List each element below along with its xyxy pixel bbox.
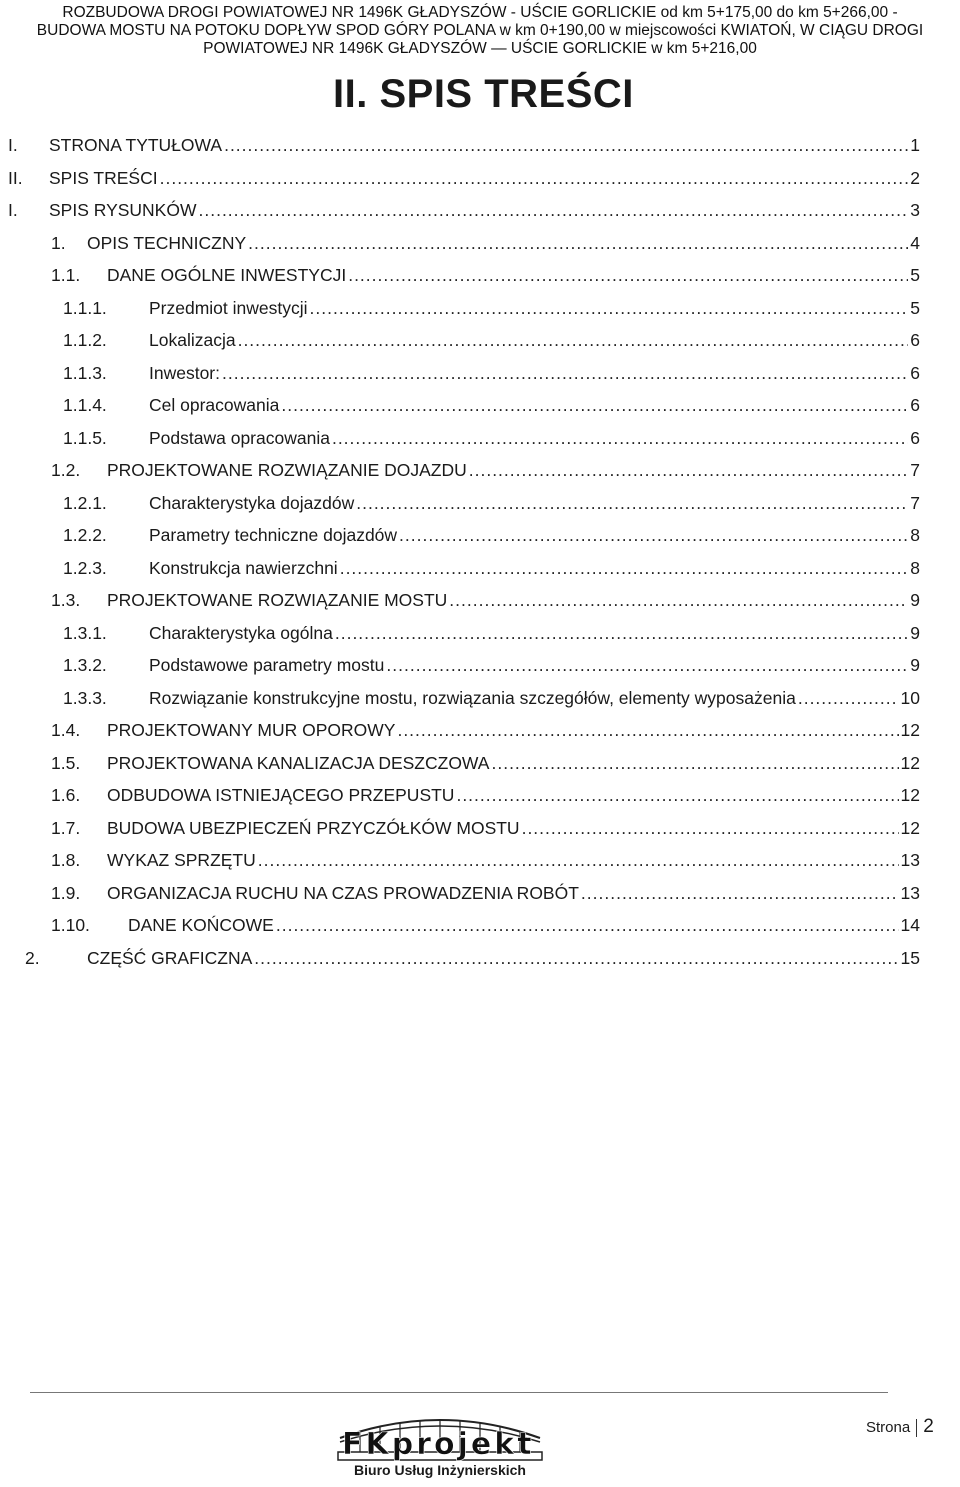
toc-page-number: 1 bbox=[910, 135, 920, 155]
toc-entry-text: SPIS TREŚCI bbox=[49, 167, 158, 188]
toc-number: 1.10. bbox=[51, 915, 90, 935]
toc-row[interactable] bbox=[0, 682, 960, 715]
toc-dot-leader bbox=[449, 584, 908, 616]
toc-number: II. bbox=[8, 167, 23, 188]
toc-entry bbox=[107, 584, 920, 616]
toc-entry-text: OPIS TECHNICZNY bbox=[87, 232, 247, 253]
toc-number: 1.1.3. bbox=[63, 362, 107, 383]
toc-entry bbox=[107, 844, 920, 876]
toc-dot-leader bbox=[581, 877, 899, 909]
toc-entry-text: DANE OGÓLNE INWESTYCJI bbox=[107, 265, 347, 285]
toc-number: 1.1.4. bbox=[63, 395, 107, 415]
footer-divider bbox=[30, 1392, 888, 1393]
toc-dot-leader bbox=[199, 194, 909, 226]
toc-number: 1. bbox=[51, 232, 66, 253]
toc-row[interactable] bbox=[0, 844, 960, 877]
toc-entry bbox=[107, 454, 920, 486]
toc-row[interactable] bbox=[0, 812, 960, 845]
toc-number: 1.2.3. bbox=[63, 557, 107, 578]
toc-row[interactable] bbox=[0, 194, 960, 227]
toc-row[interactable] bbox=[0, 389, 960, 422]
toc-dot-leader bbox=[456, 779, 898, 811]
toc-page-number: 9 bbox=[910, 622, 920, 643]
toc-entry bbox=[149, 617, 920, 649]
logo-text: FKprojekt bbox=[342, 1427, 535, 1462]
toc-dot-leader bbox=[356, 487, 908, 519]
toc-entry bbox=[87, 942, 920, 974]
page-title: II. SPIS TREŚCI bbox=[333, 72, 634, 116]
toc-row[interactable] bbox=[0, 324, 960, 357]
toc-entry bbox=[107, 812, 920, 844]
toc-page-number: 8 bbox=[910, 557, 920, 578]
toc-number: 1.2.2. bbox=[63, 525, 107, 545]
toc-dot-leader bbox=[238, 324, 909, 356]
toc-number: I. bbox=[8, 200, 18, 220]
toc-dot-leader bbox=[798, 682, 899, 714]
toc-entry bbox=[107, 779, 920, 811]
toc-entry-text: DANE KOŃCOWE bbox=[128, 915, 274, 935]
toc-number: 1.5. bbox=[51, 752, 81, 773]
toc-row[interactable] bbox=[0, 162, 960, 195]
toc-row[interactable] bbox=[0, 877, 960, 910]
toc-entry-text: PROJEKTOWANY MUR OPOROWY bbox=[107, 720, 396, 740]
toc-entry bbox=[87, 227, 920, 259]
toc-entry-text: WYKAZ SPRZĘTU bbox=[107, 850, 256, 870]
toc-number: I. bbox=[8, 135, 18, 155]
toc-entry-text: ODBUDOWA ISTNIEJĄCEGO PRZEPUSTU bbox=[107, 785, 455, 805]
toc-number: 1.1.1. bbox=[63, 297, 107, 318]
toc-entry bbox=[149, 519, 920, 551]
toc-entry-text: Konstrukcja nawierzchni bbox=[149, 557, 338, 578]
toc-number: 1.8. bbox=[51, 850, 81, 870]
toc-entry bbox=[107, 877, 920, 909]
toc-row[interactable] bbox=[0, 259, 960, 292]
toc-page-number: 6 bbox=[910, 330, 920, 350]
toc-page-number: 15 bbox=[900, 947, 920, 968]
page-label: Strona bbox=[866, 1419, 911, 1436]
toc-number: 1.7. bbox=[51, 817, 81, 838]
toc-entry bbox=[149, 487, 920, 519]
toc-entry-text: Parametry techniczne dojazdów bbox=[149, 525, 398, 545]
toc-number: 1.1.5. bbox=[63, 427, 107, 448]
toc-page-number: 6 bbox=[910, 395, 920, 415]
toc-dot-leader bbox=[248, 227, 908, 259]
header-line-3: POWIATOWEJ NR 1496K GŁADYSZÓW — UŚCIE GORLICKIE w km 5+216,00 bbox=[203, 40, 757, 57]
toc-entry-text: PROJEKTOWANE ROZWIĄZANIE MOSTU bbox=[107, 590, 448, 610]
toc-page-number: 7 bbox=[910, 492, 920, 513]
toc-dot-leader bbox=[254, 942, 898, 974]
toc-row[interactable] bbox=[0, 617, 960, 650]
toc-page-number: 13 bbox=[900, 850, 920, 870]
toc-page-number: 7 bbox=[910, 460, 920, 480]
toc-entry bbox=[149, 552, 920, 584]
toc-entry-text: Rozwiązanie konstrukcyjne mostu, rozwiązania szczegółów, elementy wyposażenia bbox=[149, 687, 796, 708]
toc-number: 2. bbox=[25, 947, 40, 968]
toc-page-number: 2 bbox=[910, 167, 920, 188]
toc-entry bbox=[49, 129, 920, 161]
toc-row[interactable] bbox=[0, 487, 960, 520]
toc-page-number: 13 bbox=[900, 882, 920, 903]
toc-dot-leader bbox=[469, 454, 909, 486]
toc-dot-leader bbox=[276, 909, 899, 941]
toc-dot-leader bbox=[348, 259, 908, 291]
toc-entry bbox=[149, 389, 920, 421]
toc-page-number: 4 bbox=[910, 232, 920, 253]
toc-entry bbox=[128, 909, 920, 941]
toc-entry-text: Podstawa opracowania bbox=[149, 427, 330, 448]
toc-row[interactable] bbox=[0, 909, 960, 942]
toc-page-number: 6 bbox=[910, 362, 920, 383]
toc-entry-text: Charakterystyka ogólna bbox=[149, 622, 333, 643]
toc-dot-leader bbox=[491, 747, 898, 779]
toc-row[interactable] bbox=[0, 129, 960, 162]
toc-entry bbox=[49, 194, 920, 226]
toc-number: 1.3.2. bbox=[63, 655, 107, 675]
toc-page-number: 12 bbox=[900, 817, 920, 838]
toc-dot-leader bbox=[386, 649, 908, 681]
toc-page-number: 5 bbox=[910, 265, 920, 285]
toc-number: 1.4. bbox=[51, 720, 81, 740]
toc-dot-leader bbox=[281, 389, 908, 421]
toc-entry bbox=[149, 357, 920, 389]
toc-entry bbox=[107, 259, 920, 291]
toc-dot-leader bbox=[160, 162, 909, 194]
document-header bbox=[0, 4, 960, 58]
toc-number: 1.1. bbox=[51, 265, 81, 285]
toc-page-number: 12 bbox=[900, 720, 920, 740]
toc-row[interactable] bbox=[0, 649, 960, 682]
toc-dot-leader bbox=[335, 617, 908, 649]
toc-entry bbox=[107, 747, 920, 779]
toc-row[interactable] bbox=[0, 422, 960, 455]
toc-dot-leader bbox=[310, 292, 909, 324]
toc-entry-text: STRONA TYTUŁOWA bbox=[49, 135, 223, 155]
toc-number: 1.2.1. bbox=[63, 492, 107, 513]
toc-entry-text: PROJEKTOWANE ROZWIĄZANIE DOJAZDU bbox=[107, 460, 467, 480]
toc-number: 1.1.2. bbox=[63, 330, 107, 350]
toc-dot-leader bbox=[399, 519, 908, 551]
toc-entry bbox=[149, 292, 920, 324]
toc-dot-leader bbox=[224, 129, 908, 161]
toc-number: 1.3.1. bbox=[63, 622, 107, 643]
toc-number: 1.2. bbox=[51, 460, 81, 480]
header-line-1: ROZBUDOWA DROGI POWIATOWEJ NR 1496K GŁADYSZÓW - UŚCIE GORLICKIE od km 5+175,00 do km 5+266,00 - bbox=[62, 4, 898, 21]
toc-entry-text: Podstawowe parametry mostu bbox=[149, 655, 385, 675]
page-number: 2 bbox=[923, 1416, 934, 1437]
toc-dot-leader bbox=[258, 844, 899, 876]
toc-row[interactable] bbox=[0, 584, 960, 617]
toc-entry-text: ORGANIZACJA RUCHU NA CZAS PROWADZENIA ROBÓT bbox=[107, 882, 579, 903]
toc-page-number: 8 bbox=[910, 525, 920, 545]
toc-entry-text: SPIS RYSUNKÓW bbox=[49, 200, 197, 220]
toc-number: 1.3.3. bbox=[63, 687, 107, 708]
toc-dot-leader bbox=[340, 552, 909, 584]
toc-row[interactable] bbox=[0, 519, 960, 552]
toc-row[interactable] bbox=[0, 357, 960, 390]
toc-entry bbox=[49, 162, 920, 194]
toc-number: 1.3. bbox=[51, 590, 81, 610]
toc-row[interactable] bbox=[0, 747, 960, 780]
toc-entry-text: Cel opracowania bbox=[149, 395, 280, 415]
toc-entry-text: Inwestor: bbox=[149, 362, 220, 383]
toc-row[interactable] bbox=[0, 714, 960, 747]
toc-page-number: 9 bbox=[910, 590, 920, 610]
toc-row[interactable] bbox=[0, 552, 960, 585]
toc-dot-leader bbox=[222, 357, 908, 389]
toc-dot-leader bbox=[522, 812, 899, 844]
toc-dot-leader bbox=[332, 422, 908, 454]
page-indicator bbox=[866, 1416, 934, 1439]
toc-page-number: 14 bbox=[900, 915, 920, 935]
toc-entry bbox=[149, 682, 920, 714]
toc-row[interactable] bbox=[0, 454, 960, 487]
logo-subtitle: Biuro Usług Inżynierskich bbox=[354, 1462, 526, 1478]
toc-page-number: 9 bbox=[910, 655, 920, 675]
toc-page-number: 12 bbox=[900, 752, 920, 773]
toc-dot-leader bbox=[397, 714, 898, 746]
toc-entry bbox=[149, 422, 920, 454]
toc-entry bbox=[149, 649, 920, 681]
toc-row[interactable] bbox=[0, 227, 960, 260]
toc-entry-text: Charakterystyka dojazdów bbox=[149, 492, 355, 513]
toc-entry-text: Lokalizacja bbox=[149, 330, 236, 350]
toc-entry-text: Przedmiot inwestycji bbox=[149, 297, 308, 318]
toc-entry bbox=[107, 714, 920, 746]
toc-number: 1.9. bbox=[51, 882, 81, 903]
toc-number: 1.6. bbox=[51, 785, 81, 805]
toc-row[interactable] bbox=[0, 292, 960, 325]
toc-entry bbox=[149, 324, 920, 356]
toc-page-number: 12 bbox=[900, 785, 920, 805]
toc-entry-text: PROJEKTOWANA KANALIZACJA DESZCZOWA bbox=[107, 752, 490, 773]
toc-page-number: 6 bbox=[910, 427, 920, 448]
page-separator bbox=[916, 1419, 917, 1437]
toc-page-number: 5 bbox=[910, 297, 920, 318]
toc-entry-text: BUDOWA UBEZPIECZEŃ PRZYCZÓŁKÓW MOSTU bbox=[107, 817, 520, 838]
toc-row[interactable] bbox=[0, 942, 960, 975]
toc-page-number: 10 bbox=[900, 687, 920, 708]
header-line-2: BUDOWA MOSTU NA POTOKU DOPŁYW SPOD GÓRY POLANA w km 0+190,00 w miejscowości KWIATOŃ, W CIĄGU DROGI bbox=[36, 22, 924, 39]
toc-page-number: 3 bbox=[910, 200, 920, 220]
toc-entry-text: CZĘŚĆ GRAFICZNA bbox=[87, 947, 253, 968]
toc-row[interactable] bbox=[0, 779, 960, 812]
